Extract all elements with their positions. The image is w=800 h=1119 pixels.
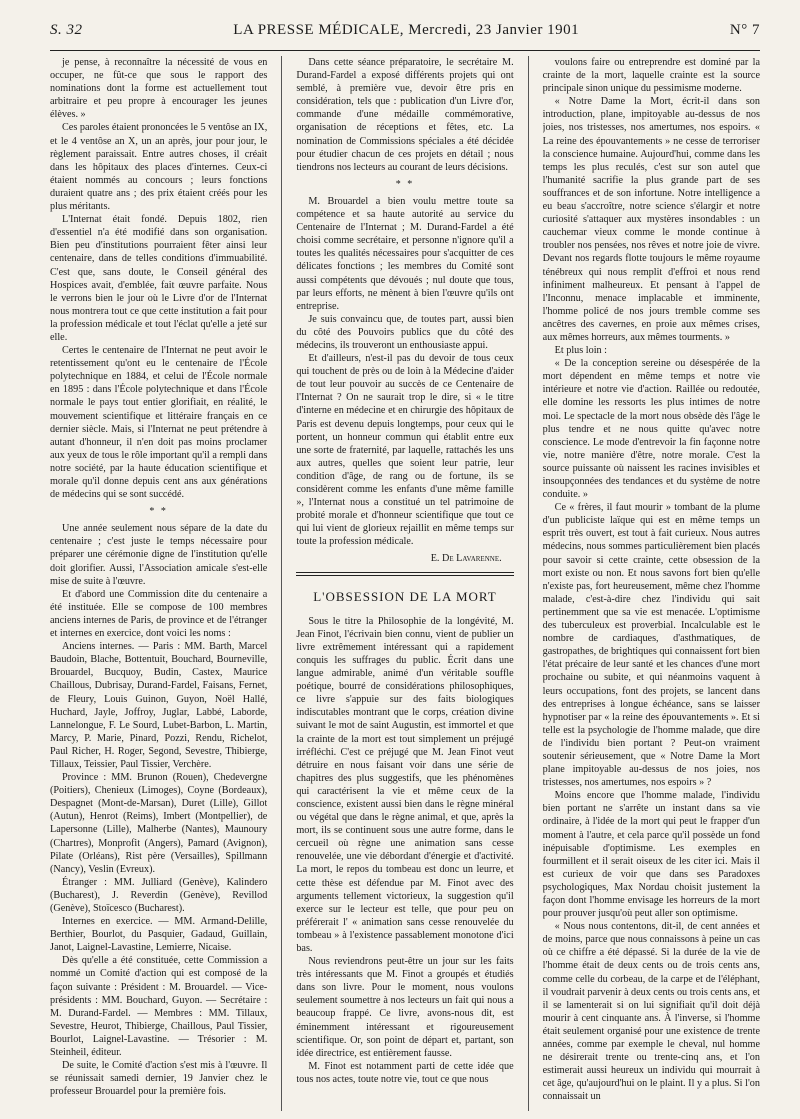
paragraph: Ces paroles étaient prononcées le 5 ventôse an IX, et le 4 ventôse an X, un an après, jour pour jour, le règlement paraissait. Entre autres choses, il créait dans les hôpitaux des places d'internes. Ceux-ci étaient nommés au concours ; leurs fonctions duraient quatre ans ; des prix étaient créés pour les plus méritants. <box>50 122 268 213</box>
paragraph: L'Internat était fondé. Depuis 1802, rien d'essentiel n'a été modifié dans son organisation. Bien peu d'institutions pourraient fêter ainsi leur centenaire, dans de telles conditions d'immuabilité. C'est que, sans doute, le Conseil général des Hospices avait, d'emblée, fait œuvre parfaite. Nous le verrons bien le jour où le Livre d'or de l'Internat nous montrera tout ce que cette institution a fait pour la profession médicale et tout l'éclat qu'elle a jeté sur elle. <box>50 214 268 343</box>
paragraph: Étranger : MM. Julliard (Genève), Kalindero (Bucharest), J. Reverdin (Genève), Revillod (Genève), Stoïcesco (Bucharest). <box>50 876 268 914</box>
paragraph: Anciens internes. — Paris : MM. Barth, Marcel Baudoin, Blache, Bottentuit, Bouchard, Bourneville, Brouardel, Bucquoy, Budin, Castex, Maurice Chaillous, Dubrisay, Durand-Fardel, Faisans, Fernet, de Fleury, Louis Guinon, Guyon, Noël Hallé, Huchard, Jayle, Joffroy, Juglar, Labbé, Laborde, Lannelongue, F. Le Sourd, Lubet-Barbon, L. Martin, Marcy, P. Marie, Pinard, Pozzi, Rendu, Richelot, Paul Richer, H. Roger, Segond, Sevestre, Thibierge, Tillaux, Teissier, Paul Tissier, Verchère. <box>50 641 268 770</box>
page-header <box>50 22 760 48</box>
paragraph: Internes en exercice. — MM. Armand-Delille, Berthier, Bourlot, du Pasquier, Gadaud, Guillain, Janot, Laignel-Lavastine, Lemierre, Nicaise. <box>50 916 268 954</box>
paragraph: Certes le centenaire de l'Internat ne peut avoir le retentissement qu'ont eu le centenaire de l'École polytechnique en 1884, et celui de l'École normale en 1895 : dans l'École polytechnique et dans l'École normale le pays tout entier glorifiait, en réalité, le mouvement scientifique et littéraire français en ce dernier siècle. Mais, si l'Internat ne peut prétendre à autant d'honneur, il n'en doit pas moins proclamer aux yeux de tous le rôle important qu'il a rempli dans notre société, par la haute éducation scientifique et morale qu'il donne depuis cent ans aux générations de médecins qui se sont succédé. <box>50 345 268 501</box>
paragraph: Dans cette séance préparatoire, le secrétaire M. Durand-Fardel a exposé différents projets qui ont semblé, à première vue, devoir être pris en considération, tels que : publication d'un Livre d'or, commande d'une médaille commémorative, organisation de réceptions et fêtes, etc. La nomination de Commissions spéciales a été décidée pour étudier chacun de ces projets en détail ; nous tiendrons nos lecteurs au courant de leurs décisions. <box>296 57 514 173</box>
paragraph: « De la conception sereine ou désespérée de la mort dépendent en même temps et notre vie intérieure et notre vie d'action. Raillée ou redoutée, elle domine les ressorts les plus intimes de notre moi. Le spectacle de la mort nous obsède dès l'âge le plus tendre et ne nous quitte qu'avec notre conscience. Le mode d'entrevoir la fin façonne notre vie, notre manière d'être, notre morale. C'est la source puissante où naissent les racines invisibles et insoupçonnées des tendances et du système de notre conduite. » <box>542 358 760 501</box>
header-rule <box>50 50 760 51</box>
paragraph: M. Brouardel a bien voulu mettre toute sa compétence et sa haute autorité au service du Centenaire de l'Internat ; M. Durand-Fardel a été choisi comme secrétaire, et personne n'ignore qu'il a toutes les qualités nécessaires pour s'acquitter de ces délicates fonctions ; les membres du Comité sont aussi compétents que dévoués ; nul doute que tous, par leurs efforts, ne mènent à bien l'œuvre qu'ils ont entreprise. <box>296 195 514 312</box>
paragraph: Province : MM. Brunon (Rouen), Chedevergne (Poitiers), Chenieux (Limoges), Coyne (Bordeaux), Despagnet (Mont-de-Marsan), Duret (Lille), Gillot (Autun), Henrot (Reims), Imbert (Montpellier), de Lapersonne (Lille), Malherbe (Nantes), Maunoury (Chartres), Monprofit (Angers), Pamard (Avignon), Pilate (Orléans), Rist père (Versailles), Spillmann (Nancy), Veslin (Evreux). <box>50 772 268 875</box>
paragraph: voulons faire ou entreprendre est dominé par la crainte de la mort, laquelle crainte est la source principale sinon unique du pessimisme moderne. <box>542 57 760 95</box>
paragraph: Nous reviendrons peut-être un jour sur les faits très intéressants que M. Finot a groupés et étudiés dans son livre. Pour le moment, nous voulons seulement soumettre à nos lecteurs un fait qui nous a beaucoup frappé. Ce livre, avons-nous dit, est éminemment intéressant et rigoureusement scientifique. Or, son point de départ et, partant, son idée directrice, est entièrement fausse. <box>296 956 514 1059</box>
column-2-top <box>296 56 513 548</box>
section-title: L'OBSESSION DE LA MORT <box>313 588 497 604</box>
paragraph: Et plus loin : <box>554 345 608 357</box>
paragraph: Je suis convaincu que, de toutes part, aussi bien du côté des Pouvoirs publics que du côté des médecins, ils trouveront un enthousiaste appui. <box>296 313 514 351</box>
paragraph: Ce « frères, il faut mourir » tombant de la plume d'un publiciste laïque qui est en même temps un esprit très ouvert, est tout à fait curieux. Nous autres médecins, nous sommes particulièrement bien placés pour savoir si cette crainte, cette obsession de la mort existe ou non. Et nous savons fort bien qu'elle n'existe pas, fort heureusement, même chez l'homme malade, c'est-à-dire chez l'individu qui sait pertinemment que sa vie est menacée. L'optimisme des tuberculeux est proverbial. Incalculable est le nombre de cardiaques, d'asthmatiques, de gastropathes, de brightiques qui connaissent fort bien l'état précaire de leur santé et les chances d'une mort prochaine ou subite, et qui néanmoins vaquent à leurs occupations, font des projets, se lancent dans des entreprises à longue échéance, sans se laisser hypnotiser par « la reine des épouvantements ». Et si telle est la psychologie de l'homme malade, que dire de l'individu bien portant ? Peut-on vraiment soutenir sérieusement, que « Notre Dame la Mort plane impitoyable au-dessus de nos joies, nos tristesses, nos amertumes, nos espoirs » ? <box>542 502 760 789</box>
section-stars: * * <box>395 178 415 190</box>
paragraph: Sous le titre la Philosophie de la longévité, M. Jean Finot, l'écrivain bien connu, vient de publier un livre extrêmement intéressant qui a rapidement conquis les suffrages du public. Écrit dans une langue admirable, animé d'un véritable souffle poétique, bourré de considérations philosophiques, ce livre s'appuie sur des faits biologiques indiscutables montrant que le corps, création divine suivant le mot de saint Augustin, est immortel et que la crainte de la mort est tout simplement un préjugé irréfléchi. C'est ce préjugé que M. Jean Finot veut détruire en nous faisant voir dans une série de chapitres des plus suggestifs, que les phénomènes qui caractérisent la vie et même ceux de la conscience, existent aussi bien dans le règne minéral ou végétal que dans le règne animal, et que, après la mort, ils se continuent sous une autre forme, dans le cercueil où règne une animation sans cesse renouvelée, une vie débordant d'énergie et d'activité. La mort, le repos du tombeau est donc un leurre, et cette thèse est défendue par M. Finot avec des arguments tellement victorieux, la suggestion qu'il exerce sur le lecteur est telle, que pour peu on préférerait l' « animation sans cesse renouvelée du tombeau » à l'existence passablement monotone d'ici bas. <box>296 615 514 954</box>
column-2 <box>296 56 513 1111</box>
paragraph: De suite, le Comité d'action s'est mis à l'œuvre. Il se réunissait samedi dernier, 19 Janvier chez le professeur Brouardel pour la première fois. <box>50 1060 268 1098</box>
column-3 <box>543 56 760 1111</box>
paragraph: Et d'abord une Commission dite du centenaire a été instituée. Elle se compose de 100 membres anciens internes de Paris, de province et de l'étranger et internes en exercice, dont voici les noms : <box>50 588 268 640</box>
paragraph: je pense, à reconnaître la nécessité de vous en occuper, ne fût-ce que sous le rapport des nominations dont la forme est actuellement tout arbitraire et peu propre à encourager les jeunes élèves. » <box>50 57 268 121</box>
section-separator <box>296 572 513 576</box>
author-signature: E. De Lavarenne. <box>430 553 502 565</box>
column-2-bottom <box>296 615 513 1086</box>
article-columns <box>50 56 760 1111</box>
paragraph: Dès qu'elle a été constituée, cette Commission a nommé un Comité d'action qui est composé de la façon suivante : Président : M. Brouardel. — Vice-présidents : MM. Bouchard, Guyon. — Secrétaire : M. Durand-Fardel. — Membres : MM. Tillaux, Sevestre, Heurot, Thibierge, Chaillous, Paul Tissier, Bourlot, Laignel-Lavastine. — Trésorier : M. Steinheil, éditeur. <box>50 955 268 1059</box>
column-1 <box>50 56 267 1111</box>
paragraph: « Notre Dame la Mort, écrit-il dans son introduction, plane, impitoyable au-dessus de nos joies, nos tristesses, nos amertumes, nos espoirs. « La reine des épouvantements » ne cesse de terroriser la conscience humaine. Aujourd'hui, comme dans les temps les plus reculés, c'est sur son autel que l'humanité sacrifie la plus grande part de ses souffrances et de son infortune. Notre intelligence a eu beau s'accroître, notre science s'élargir et notre curiosité s'attaquer aux mystères insondables : un cauchemar vieux comme le monde continue à troubler nos pensées, nos rêves et notre joie de vivre. Devant nos regards flotte toujours le même royaume ténébreux qui nous remplit d'effroi et nous rend infiniment malheureux. Et pensant à l'appel de l'Inconnu, menace implacable et imminente, l'homme policé de nos jours tremble comme ses ancêtres des cavernes, en proie aux mêmes crises, aux mêmes horreurs, aux mêmes tourments. » <box>542 96 760 343</box>
column-divider <box>281 56 282 1111</box>
paragraph: Et d'ailleurs, n'est-il pas du devoir de tous ceux qui touchent de près ou de loin à la Médecine d'aider de tout leur pouvoir au succès de ce Centenaire de l'Internat ? On ne saurait trop le dire, si « le titre d'interne en médecine et en chirurgie des hôpitaux de Paris est devenu depuis longtemps, pour ceux qui le portent, un honneur commun qui établit entre eux une sorte de fraternité, par laquelle, rattachés les uns aux autres, quelles que soient leur patrie, leur condition d'âge, de rang ou de fortune, ils se considèrent comme les enfants d'une même famille », l'Internat nous a constitué un tel patrimoine de probité morale et d'honneur scientifique que tout ce qui lui vient de glorieux rejaillit en même temps sur toute la profession médicale. <box>296 353 514 548</box>
issue-number: N° 7 <box>729 22 760 38</box>
section-stars: * * <box>149 506 168 518</box>
paragraph: M. Finot est notamment parti de cette idée que tous nos actes, toute notre vie, tout ce que nous <box>296 1060 514 1085</box>
paragraph: Moins encore que l'homme malade, l'individu bien portant ne s'arrête un instant dans sa vie ordinaire, à l'idée de la mort qui peut le frapper d'un moment à l'autre, et cela parce qu'il possède un fond inépuisable d'optimisme. Les exemples en fourmillent et il serait oiseux de les citer ici. Mais il est curieux de voir que dans ses Paradoxes psychologiques, Max Nordau choisit justement la façon dont l'homme envisage les horreurs de la mort pour prouver jusqu'où peut aller son optimisme. <box>542 790 760 920</box>
page-number: S. 32 <box>50 22 83 38</box>
journal-title: LA PRESSE MÉDICALE, Mercredi, 23 Janvier 1901 <box>233 22 580 38</box>
paragraph: « Nous nous contentons, dit-il, de cent années et de moins, parce que nous connaissons à peine un cas où ce chiffre a été dépassé. Si la durée de la vie de l'homme était de deux cents ou de trois cents ans, comme celle du corbeau, de la carpe et de l'éléphant, il voudrait parvenir à deux cents ou trois cents ans, et il se lamenterait si on lui signifiait qu'il doit déjà mourir à cent cinquante ans. À l'inverse, si l'homme était seulement organisé pour une existence de trente années, comme par exemple le cheval, nul homme ne désirerait trente ou trente-cinq ans, et l'on estimerait aussi heureux un individu qui mourrait à cet âge, qu'aujourd'hui on le plaint. Il y a plus. Si l'on connaissait un <box>542 921 760 1103</box>
column-divider <box>528 56 529 1111</box>
paragraph: Une année seulement nous sépare de la date du centenaire ; c'est juste le temps nécessaire pour préparer une cérémonie digne de l'institution qu'elle doit glorifier. Aussi, l'Association amicale s'est-elle mise de suite à l'œuvre. <box>50 523 268 587</box>
